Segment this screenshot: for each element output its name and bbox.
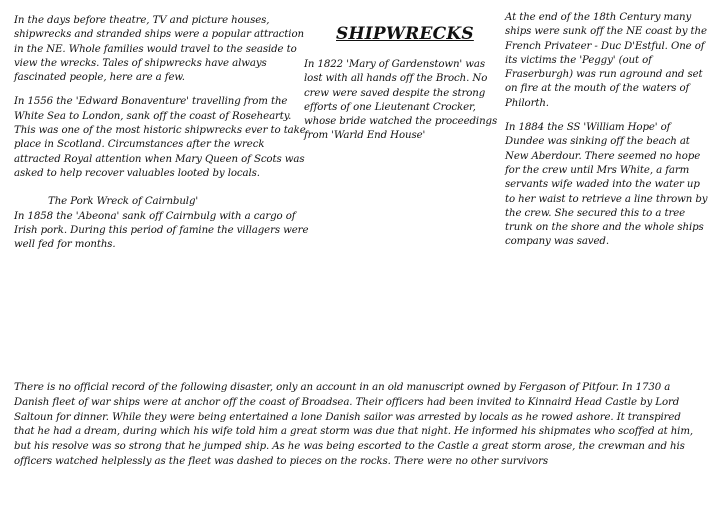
- pork-wreck-heading: The Pork Wreck of Cairnbulg': [48, 196, 199, 208]
- danish-fleet-paragraph: There is no official record of the following disaster, only an account in an old manuscript owned by Fergason of Pitfour. In 1730 a Danish fleet of war ships were at anchor off the coast of Broadsea. Their officers had been invited to Kinnaird Head Castle by Lord Saltoun for dinner. While they were being entertained a lone Danish sailor was arrested by locals as he rowed ashore. It transpired that he had a dream, during which his wife told him a great storm was due that night. He informed his shipmates who scoffed at him, but his resolve was so strong that he jumped ship. As he was being escorted to the Castle a great storm arose, the crewman and his officers watched helplessly as the fleet was dashed to pieces on the rocks. There were no other survivors: [14, 382, 694, 467]
- pork-wreck-section: [14, 195, 310, 252]
- middle-column: [304, 58, 500, 154]
- right-column: [505, 11, 708, 260]
- pork-wreck-text: In 1858 the 'Abeona' sank off Cairnbulg with a cargo of Irish pork. During this period of famine the villagers were well fed for months.: [14, 210, 309, 251]
- page-title: SHIPWRECKS: [336, 24, 474, 44]
- edward-bonaventure-paragraph: In 1556 the 'Edward Bonaventure' travelling from the White Sea to London, sank off the coast of Rosehearty. This was one of the most historic shipwrecks ever to take place in Scotland. Circumstances after the wreck attracted Royal attention when Mary Queen of Scots was asked to help recover valuables looted by locals.: [14, 96, 306, 179]
- french-privateer-paragraph: At the end of the 18th Century many ships were sunk off the NE coast by the French Privateer - Duc D'Estful. One of its victims the 'Peggy' (out of Fraserburgh) was run aground and set on fire at the mouth of the waters of Philorth.: [505, 12, 707, 109]
- william-hope-paragraph: In 1884 the SS 'William Hope' of Dundee was sinking off the beach at New Aberdour. There seemed no hope for the crew until Mrs White, a farm servants wife waded into the water up to her waist to retrieve a line thrown by the crew. She secured this to a tree trunk on the shore and the whole ships company was saved.: [505, 122, 708, 248]
- left-column: [14, 14, 310, 262]
- mary-of-gardenstown-paragraph: In 1822 'Mary of Gardenstown' was lost with all hands off the Broch. No crew were saved despite the strong efforts of one Lieutenant Crocker, whose bride watched the proceedings from 'Warld End House': [304, 59, 498, 142]
- intro-paragraph: In the days before theatre, TV and picture houses, shipwrecks and stranded ships were a popular attraction in the NE. Whole families would travel to the seaside to view the wrecks. Tales of shipwrecks have always fascinated people, here are a few.: [14, 15, 304, 84]
- bottom-section: [14, 381, 704, 480]
